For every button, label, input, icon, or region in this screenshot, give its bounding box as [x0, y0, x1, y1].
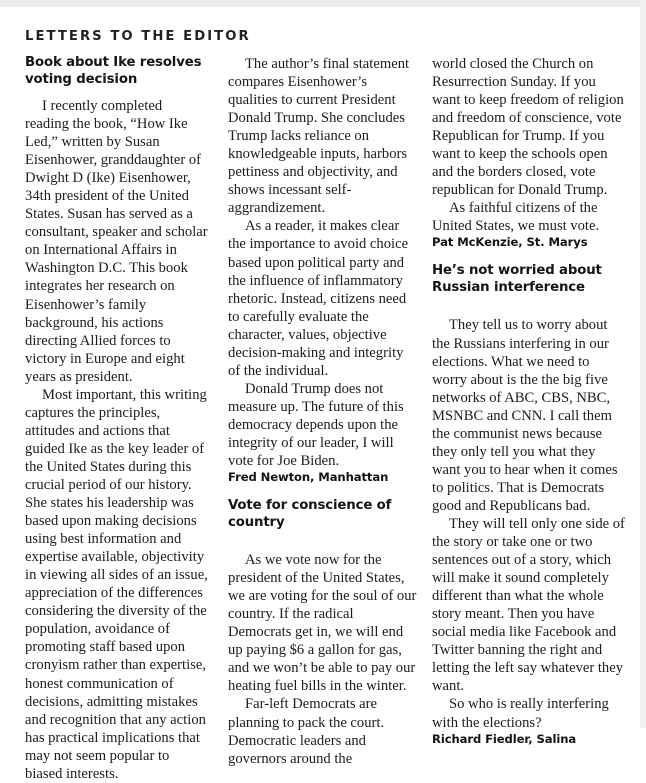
letter-paragraph: The author’s final statement compares Eisenhower’s qualities to current President Donald Trump. She concludes Trump lacks reliance on knowledgeable inputs, harbors pettiness and objectivity, and shows incessant self-aggrandizement.	[228, 56, 410, 217]
column-1	[25, 55, 208, 782]
article-columns	[25, 55, 625, 782]
letter-paragraph: I recently completed reading the book, “How Ike Led,” written by Susan Eisenhower, granddaughter of Dwight D (Ike) Eisenhower, 34th president of the United States. Susan has served as a consultant, speaker and scholar on International Affairs in Washington D.C. This book integrates her research on Eisenhower’s family background, his actions directing Allied forces to victory in Europe and eight years as president.	[25, 98, 208, 385]
letter-signature-richard-fiedler: Richard Fiedler, Salina	[432, 731, 577, 746]
page-right-rule	[640, 0, 646, 728]
letter-paragraph: As we vote now for the president of the United States, we are voting for the soul of our country. If the radical Democrats get in, we will end up paying $6 a gallon for gas, and we won’t be able to pay our heating fuel bills in the winter.	[228, 552, 417, 695]
letter-paragraph: Most important, this writing captures the principles, attitudes and actions that guided Ike as the key leader of the United States during this crucial period of our history. She states his leadership was based upon making decisions using best information and expertise available, objectivity in viewing all sides of an issue, appreciation of the differences considering the diversity of the population, avoidance of promoting staff based upon cronyism rather than expertise, honest communication of decisions, admitting mistakes and recognition that any action has practical implications that may not seem popular to biased interests.	[25, 386, 208, 782]
spacer	[432, 305, 625, 316]
letter-paragraph: As faithful citizens of the United States, we must vote.	[432, 200, 600, 235]
letter-paragraph: They will tell only one side of the story or take one or two sentences out of a story, which will make it sound completely different than what the whole story meant. Then you have social media like Facebook and Twitter banning the right and letting the left say whatever they want.	[432, 515, 625, 695]
column-3	[432, 55, 625, 746]
letter-paragraph: world closed the Church on Resurrection Sunday. If you want to keep freedom of religion and freedom of conscience, vote Republican for Trump. If you want to keep the schools open and the borders closed, vote republican for Donald Trump.	[432, 56, 624, 199]
letter-signature-fred-newton: Fred Newton, Manhattan	[228, 470, 389, 485]
letter-paragraph: So who is really interfering with the elections?	[432, 696, 609, 731]
letter-headline-book-about-ike: Book about Ike resolves voting decision	[25, 55, 202, 87]
spacer	[228, 540, 418, 551]
letter-headline-russian-interference: He’s not worried about Russian interference	[432, 263, 602, 295]
letter-signature-pat-mckenzie: Pat McKenzie, St. Marys	[432, 235, 588, 250]
letter-paragraph: They tell us to worry about the Russians interfering in our elections. What we need to worry about is the the big five networks of ABC, CBS, NBC, MSNBC and CNN. I call them the communist news because they only tell you what they want you to hear when it comes to politics. That is Democrats good and Republicans bad.	[432, 317, 618, 514]
letter-paragraph: Donald Trump does not measure up. The future of this democracy depends upon the integrity of our leader, I will vote for Joe Biden.	[228, 380, 404, 470]
column-2	[228, 55, 418, 767]
spacer	[228, 485, 418, 498]
page-top-rule	[0, 0, 646, 7]
spacer	[432, 250, 625, 263]
section-kicker: LETTERS TO THE EDITOR	[25, 29, 251, 44]
letter-paragraph: Far-left Democrats are planning to pack the court. Democratic leaders and governors around the	[228, 696, 385, 767]
letter-paragraph: As a reader, it makes clear the importance to avoid choice based upon political party and the influence of inflammatory rhetoric. Instead, citizens need to carefully evaluate the character, values, objective decision-making and integrity of the individual.	[228, 218, 409, 379]
newspaper-page	[0, 7, 640, 782]
letter-headline-vote-for-conscience: Vote for conscience of country	[228, 498, 392, 530]
